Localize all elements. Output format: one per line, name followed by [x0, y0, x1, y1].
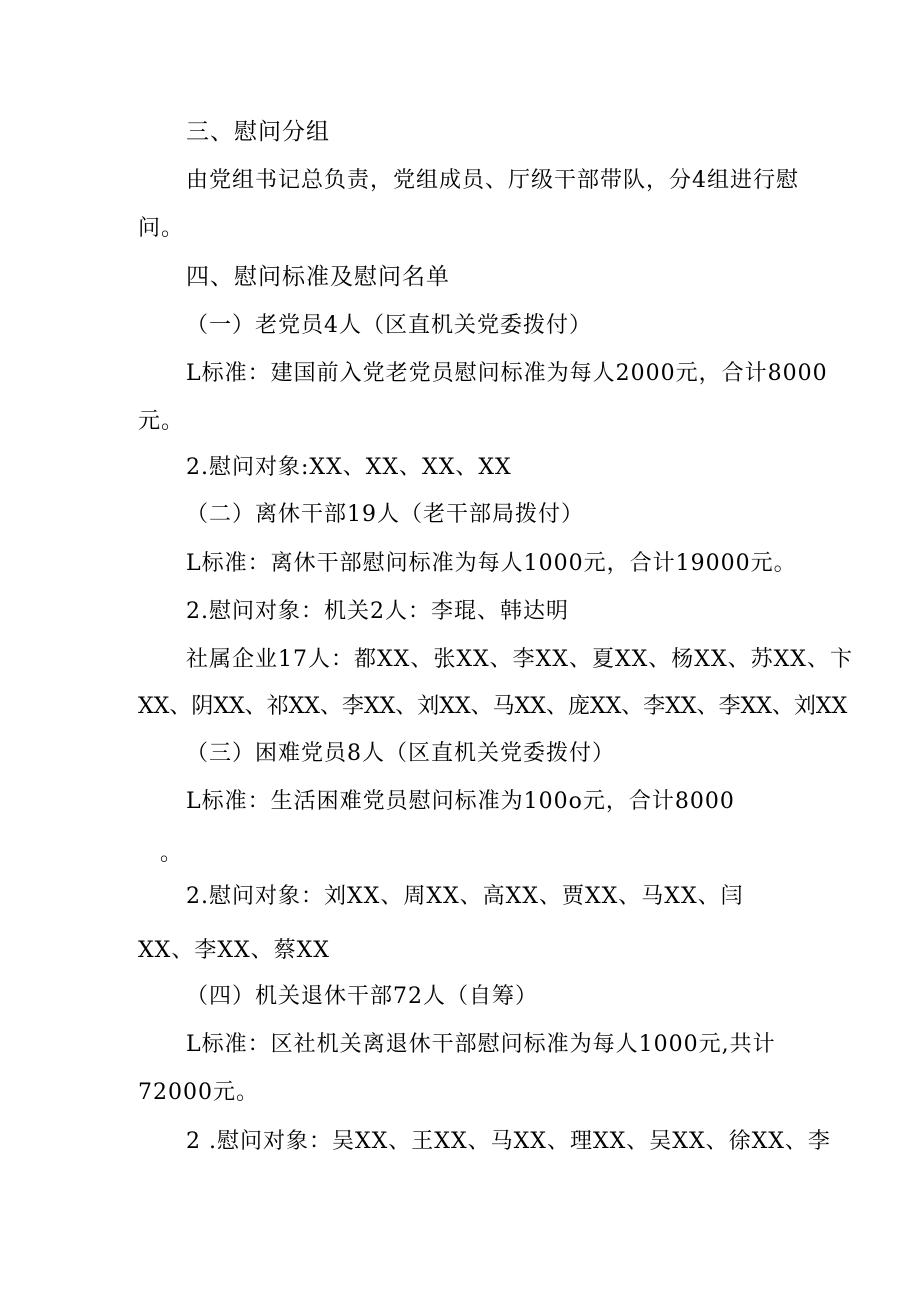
sub2-enterprise-line1: 社属企业17人：都XX、张XX、李XX、夏XX、杨XX、苏XX、卞 [186, 647, 853, 672]
section4-heading: 四、慰问标准及慰问名单 [186, 264, 450, 290]
sub3-title: （三）困难党员8人（区直机关党委拨付） [186, 741, 615, 766]
sub1-standard-line1: L标准：建国前入党老党员慰问标准为每人2000元，合计8000 [186, 361, 828, 386]
sub1-standard-line2: 元。 [138, 409, 185, 434]
sub2-title: （二）离休干部19人（老干部局拨付） [186, 502, 584, 527]
sub4-standard-line2: 72000元。 [138, 1080, 259, 1105]
section3-body-line2: 问。 [138, 216, 185, 241]
sub4-title: （四）机关退休干部72人（自筹） [186, 984, 538, 1009]
section3-heading: 三、慰问分组 [186, 119, 330, 145]
sub3-standard-line1: L标准：生活困难党员慰问标准为100o元，合计8000 [186, 789, 735, 814]
sub3-targets-line2: XX、李XX、蔡XX [138, 938, 330, 963]
sub1-targets: 2.慰问对象:XX、XX、XX、XX [186, 455, 512, 480]
sub4-standard-line1: L标准：区社机关离退休干部慰问标准为每人1000元,共计 [186, 1032, 776, 1057]
sub3-standard-line2: 。 [160, 841, 184, 866]
section3-body-line1: 由党组书记总负责，党组成员、厅级干部带队，分4组进行慰 [186, 168, 799, 193]
sub4-targets: 2 .慰问对象：吴XX、王XX、马XX、理XX、吴XX、徐XX、李 [186, 1129, 831, 1154]
sub2-enterprise-line2: XX、阴XX、祁XX、李XX、刘XX、马XX、庞XX、李XX、李XX、刘XX [138, 694, 848, 719]
sub1-title: （一）老党员4人（区直机关党委拨付） [186, 313, 592, 338]
sub2-targets: 2.慰问对象：机关2人：李琨、韩达明 [186, 599, 569, 624]
sub3-targets-line1: 2.慰问对象：刘XX、周XX、高XX、贾XX、马XX、闫 [186, 884, 744, 909]
sub2-standard: L标准：离休干部慰问标准为每人1000元，合计19000元。 [186, 551, 797, 576]
